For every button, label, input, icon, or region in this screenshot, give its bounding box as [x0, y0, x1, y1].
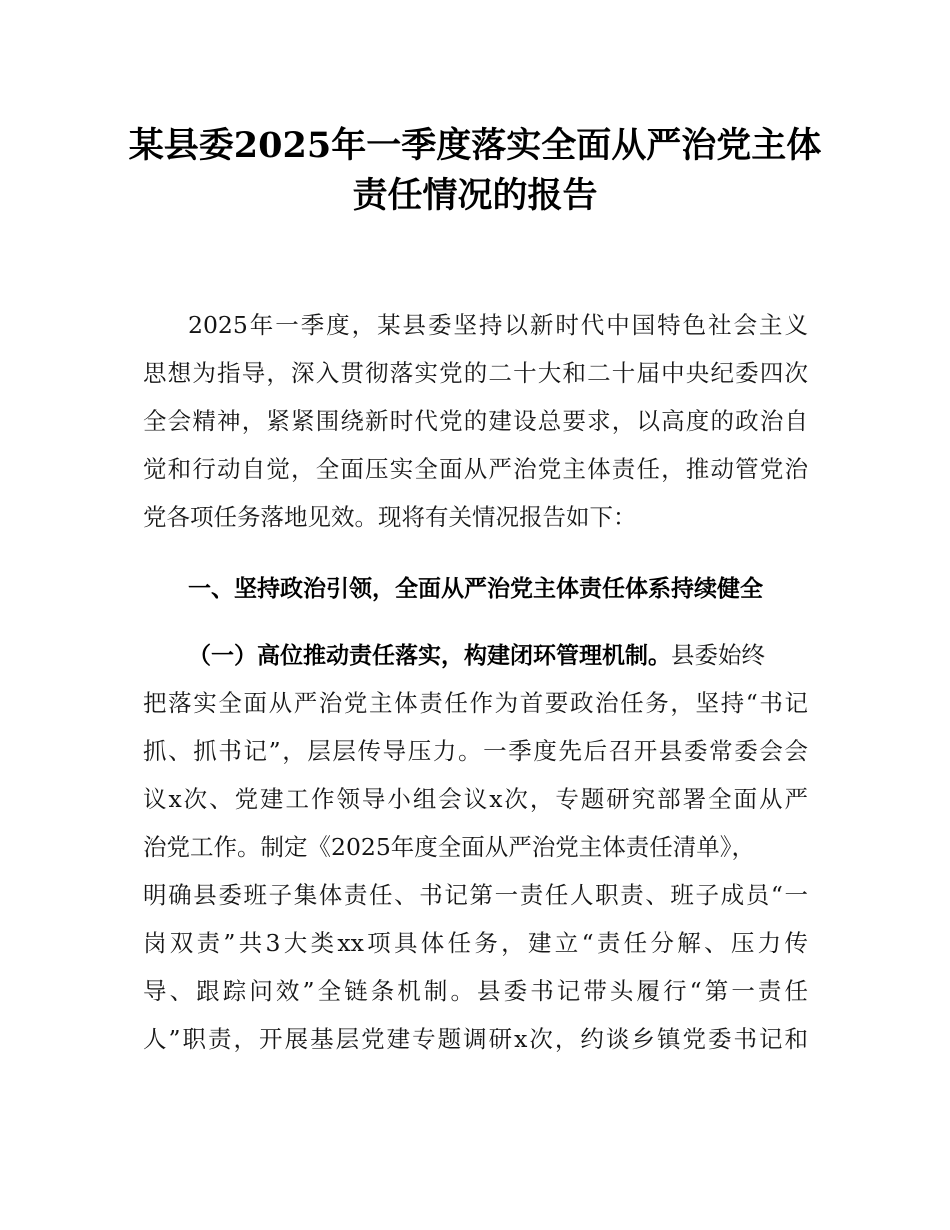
subsection-lead: （一）高位推动责任落实，构建闭环管理机制。	[188, 643, 671, 669]
body-line: 议x次、党建工作领导小组会议x次，专题研究部署全面从严	[143, 785, 808, 813]
body-line: 导、跟踪问效”全链条机制。县委书记带头履行“第一责任	[143, 977, 808, 1005]
body-line: 明确县委班子集体责任、书记第一责任人职责、班子成员“一	[143, 881, 808, 909]
document-title-line-2: 责任情况的报告	[352, 175, 598, 216]
body-line: 治党工作。制定《2025年度全面从严治党主体责任清单》，	[143, 833, 756, 861]
body-line: 把落实全面从严治党主体责任作为首要政治任务，坚持“书记	[143, 689, 808, 717]
subsection-first-line	[188, 637, 808, 673]
body-line: 岗双责”共3大类xx项具体任务，建立“责任分解、压力传	[143, 929, 808, 957]
intro-line: 党各项任务落地见效。现将有关情况报告如下：	[143, 503, 637, 531]
body-line: 人”职责，开展基层党建专题调研x次，约谈乡镇党委书记和	[143, 1025, 808, 1053]
intro-line: 思想为指导，深入贯彻落实党的二十大和二十届中央纪委四次	[143, 359, 808, 387]
intro-line: 全会精神，紧紧围绕新时代党的建设总要求，以高度的政治自	[143, 407, 808, 435]
subsection-lead-tail: 县委始终	[671, 641, 765, 669]
intro-line: 觉和行动自觉，全面压实全面从严治党主体责任，推动管党治	[143, 455, 808, 483]
intro-line: 2025年一季度，某县委坚持以新时代中国特色社会主义	[188, 311, 808, 339]
document-title-line-1: 某县委2025年一季度落实全面从严治党主体	[128, 125, 822, 166]
body-line: 抓、抓书记”，层层传导压力。一季度先后召开县委常委会会	[143, 737, 808, 765]
section-heading: 一、坚持政治引领，全面从严治党主体责任体系持续健全	[188, 576, 763, 602]
